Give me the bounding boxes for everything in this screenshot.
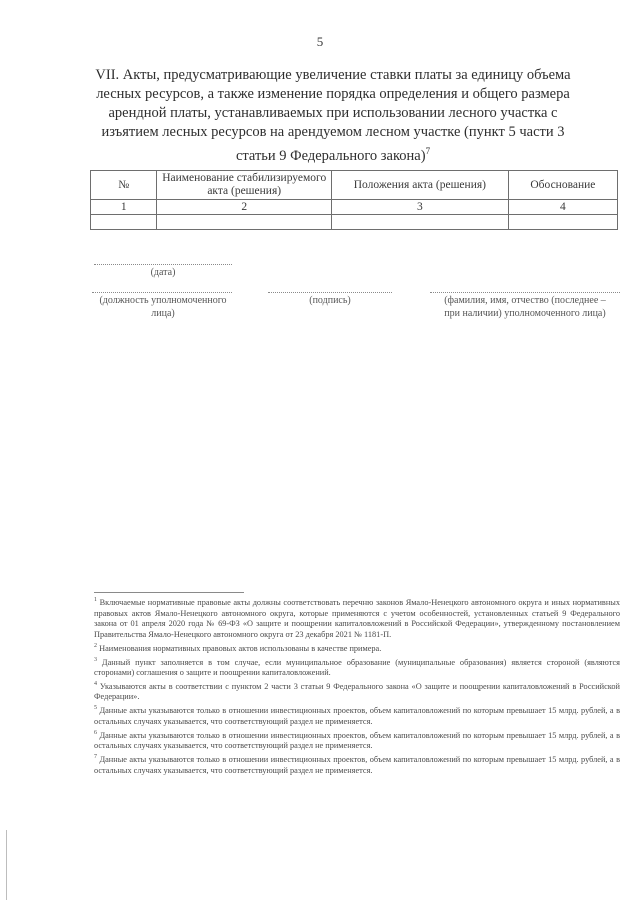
- header-act-name: Наименование стабилизируемого акта (решения): [157, 171, 332, 200]
- page-number: 5: [316, 34, 324, 49]
- numbering-cell: 2: [157, 200, 332, 215]
- footnotes: [94, 595, 620, 776]
- footnote: $^3$ Данный пункт заполняется в том случае, если муниципальное образование (муниципальные образования) является стороной (являются сторонами) соглашения о защите и поощрении капиталовложений.: [94, 656, 620, 678]
- signature-label: (подпись): [309, 295, 351, 306]
- position-label: (должность уполномоченного лица): [99, 295, 227, 319]
- numbering-cell: 4: [508, 200, 617, 215]
- section-title-text: VII. Акты, предусматривающие увеличение ставки платы за единицу объема лесных ресурсов, а также изменение порядка определения и общего размера арендной платы, устанавливаемых при использовании лесного участка с изъятием лесных ресурсов на арендуемом лесном участке (пункт 5 части 3 статьи 9 Федерального закона): [95, 67, 571, 164]
- footnote: $^5$ Данные акты указываются только в отношении инвестиционных проектов, объем капиталовложений по которым превышает 15 млрд. рублей, а в остальных случаях указывается, что соответствующий раздел не применяется.: [94, 705, 620, 726]
- header-number: №: [91, 171, 157, 200]
- empty-cell: [331, 215, 508, 230]
- footnote: $^2$ Наименования нормативных правовых актов использованы в качестве примера.: [94, 642, 382, 653]
- name-line: [430, 292, 620, 293]
- section-title: [88, 66, 578, 166]
- empty-cell: [508, 215, 617, 230]
- table-header-row: [91, 171, 618, 200]
- table-row: [91, 215, 618, 230]
- footnote: $^6$ Данные акты указываются только в отношении инвестиционных проектов, объем капиталовложений по которым превышает 15 млрд. рублей, а в остальных случаях указывается, что соответствующий раздел не применяется.: [94, 729, 620, 751]
- empty-cell: [91, 215, 157, 230]
- table-numbering-row: [91, 200, 618, 215]
- date-line: [94, 264, 232, 265]
- numbering-cell: 1: [91, 200, 157, 215]
- header-justification: Обоснование: [508, 171, 617, 200]
- header-act-provisions: Положения акта (решения): [331, 171, 508, 200]
- empty-cell: [157, 215, 332, 230]
- numbering-cell: 3: [331, 200, 508, 215]
- date-label: (дата): [150, 267, 176, 278]
- name-label: (фамилия, имя, отчество (последнее – при наличии) уполномоченного лица): [444, 295, 606, 319]
- scan-edge-mark: [6, 830, 7, 900]
- footnote: $^4$ Указываются акты в соответствии с пунктом 2 части 3 статьи 9 Федерального закона «О защите и поощрении капиталовложений в Российской Федерации».: [94, 680, 620, 702]
- footnote-divider: [94, 592, 244, 593]
- footnote-ref: 7: [425, 146, 431, 156]
- position-line: [92, 292, 232, 293]
- signature-line: [268, 292, 392, 293]
- footnote: $^1$ Включаемые нормативные правовые акты должны соответствовать перечню законов Ямало-Ненецкого автономного округа и иных нормативных правовых актов Ямало-Ненецкого автономного округа, которые применяются с учетом особенностей, установленных статьей 9 Федерального закона от 01 апреля 2020 года № 69-ФЗ «О защите и поощрении капиталовложений в Российской Федерации», утвержденному постановлением Правительства Ямало-Ненецкого автономного округа от 23 декабря 2021 № 1181-П.: [94, 597, 620, 640]
- acts-table: [90, 170, 618, 230]
- footnote: $^7$ Данные акты указываются только в отношении инвестиционных проектов, объем капиталовложений по которым превышает 15 млрд. рублей, а в остальных случаях указывается, что соответствующий раздел не применяется.: [94, 753, 620, 775]
